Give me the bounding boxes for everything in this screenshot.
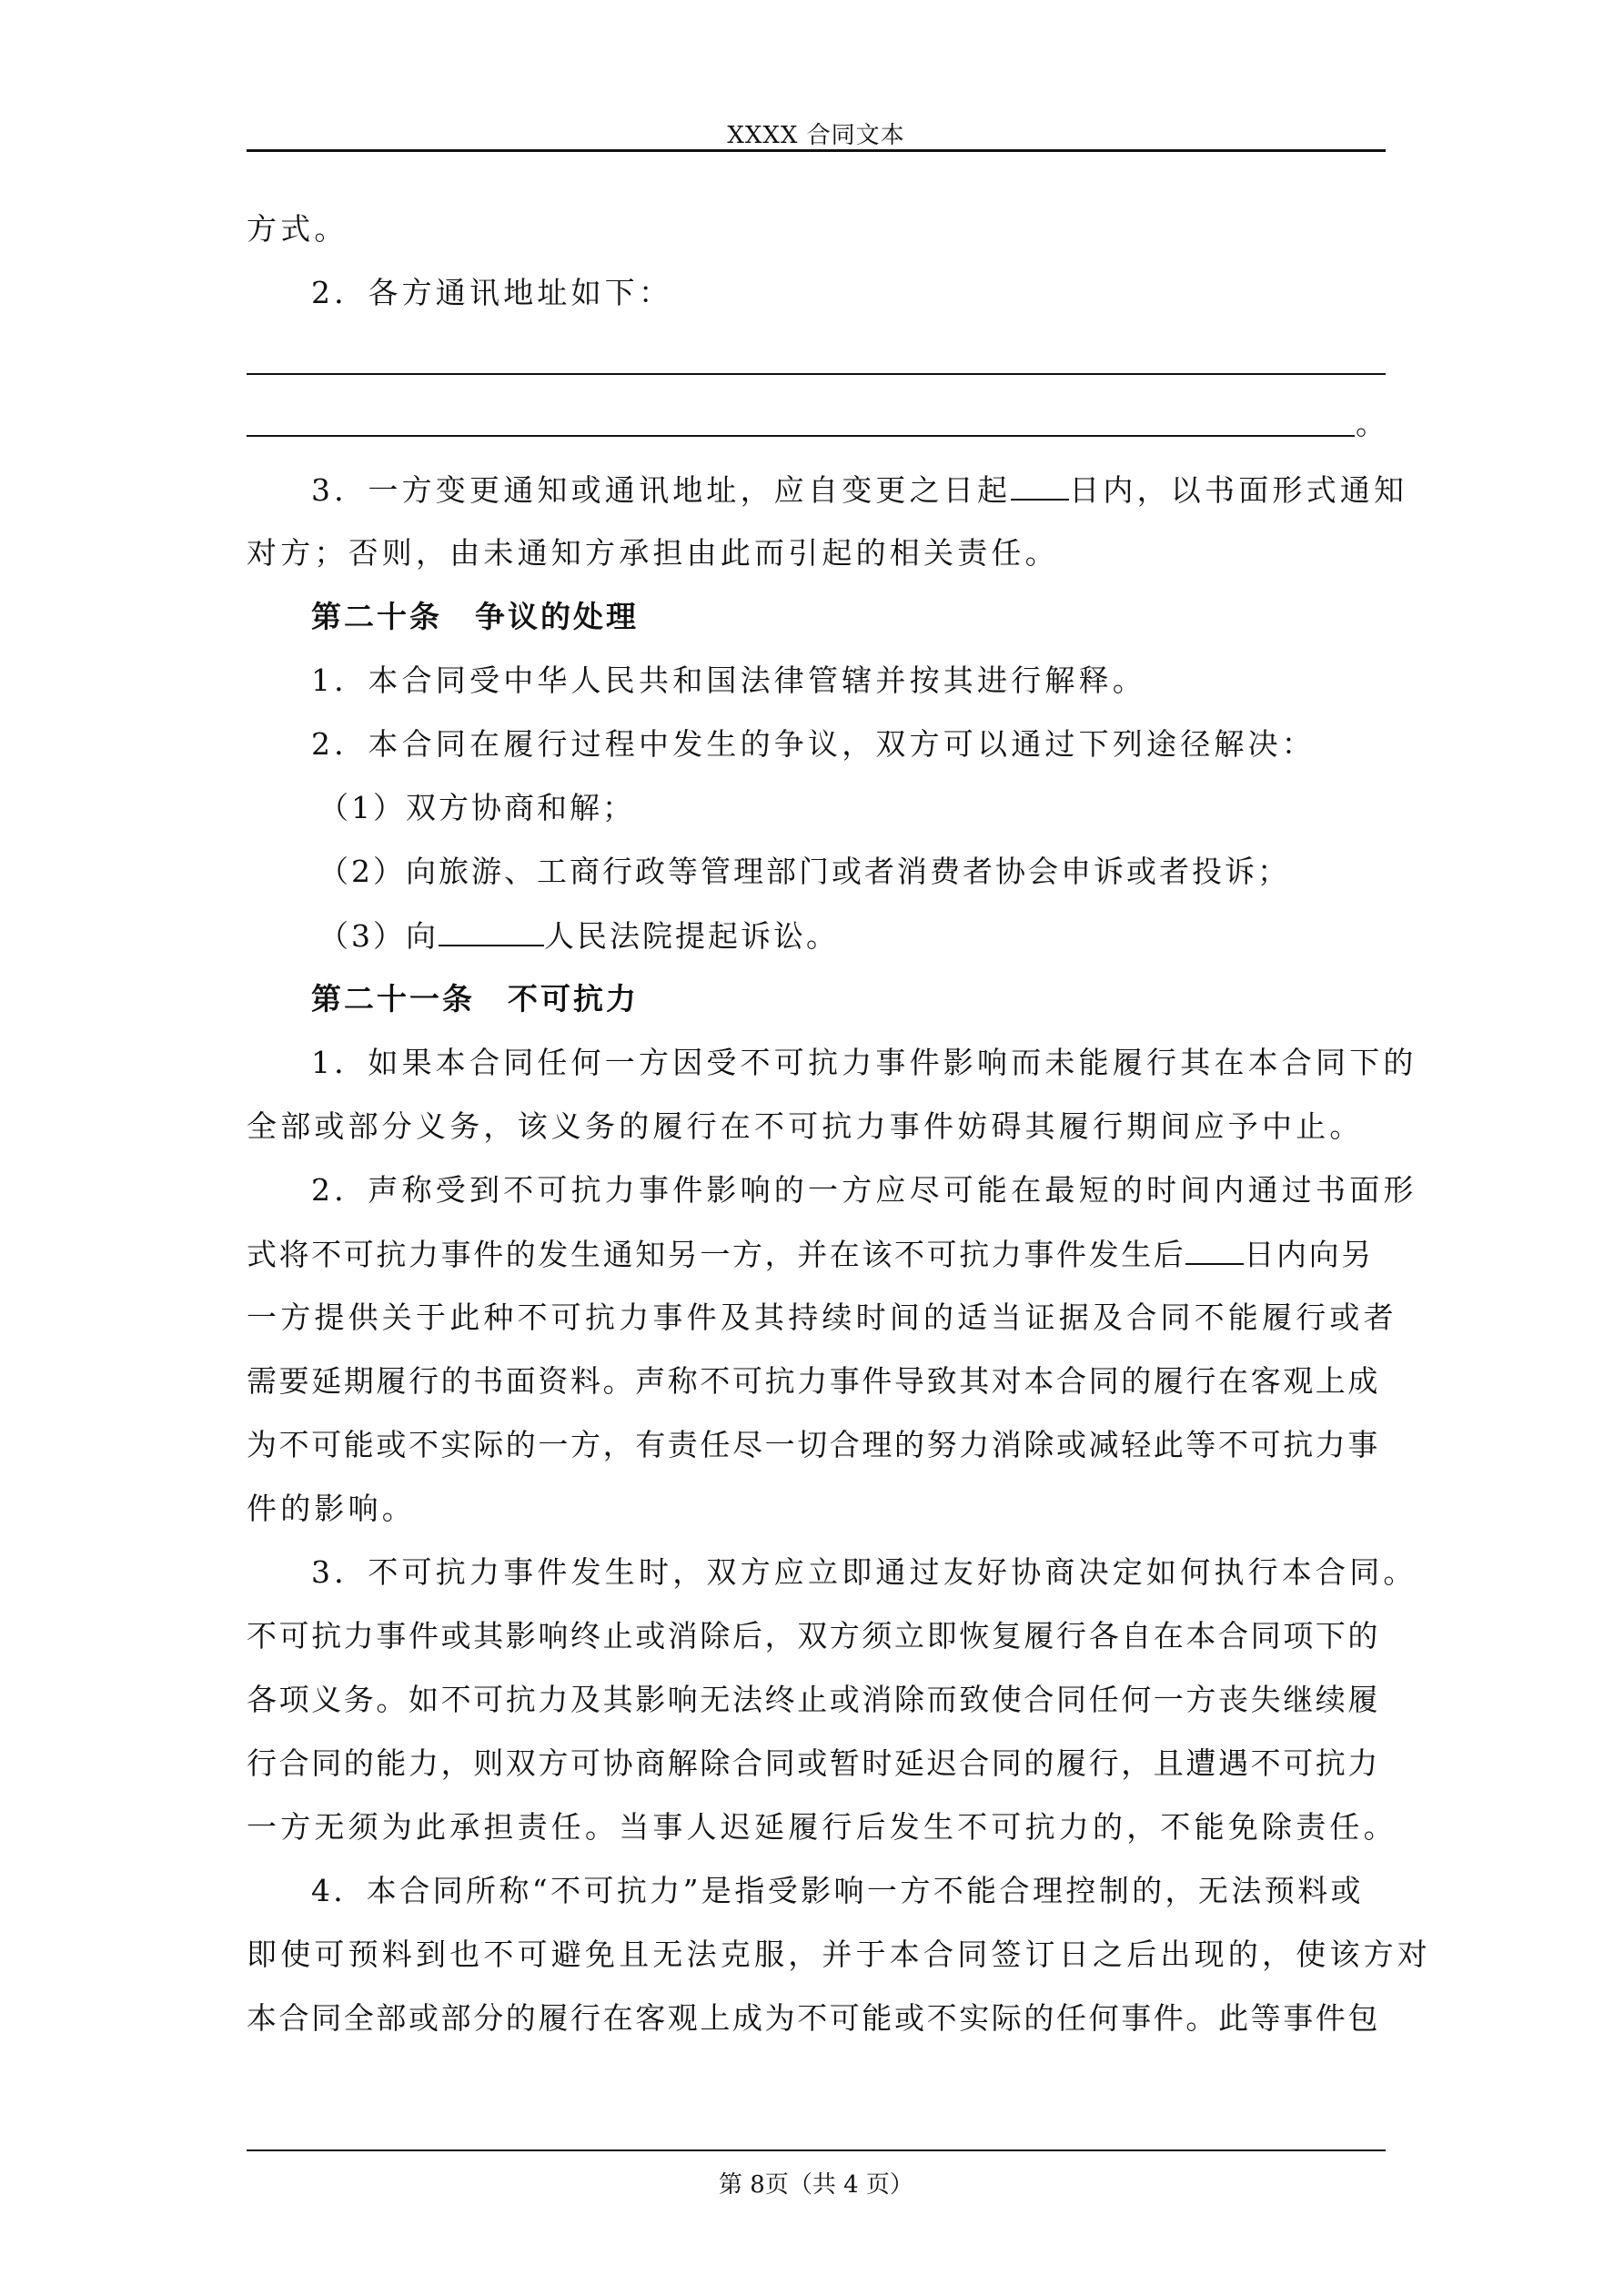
paragraph-line: 本合同全部或部分的履行在客观上成为不可能或不实际的任何事件。此等事件包: [247, 2000, 1380, 2036]
footer-rule: [247, 2149, 1386, 2151]
days-blank[interactable]: [1185, 1236, 1244, 1265]
paragraph-line: 全部或部分义务，该义务的履行在不可抗力事件妨碍其履行期间应予中止。: [247, 1108, 1364, 1144]
paragraph-line: 需要延期履行的书面资料。声称不可抗力事件导致其对本合同的履行在客观上成: [247, 1363, 1380, 1399]
paragraph-line: 各项义务。如不可抗力及其影响无法终止或消除而致使合同任何一方丧失继续履: [247, 1682, 1380, 1717]
paragraph-line: 对方；否则，由未通知方承担由此而引起的相关责任。: [247, 535, 1059, 571]
address-blank-line[interactable]: [247, 435, 1355, 437]
court-blank[interactable]: [439, 917, 544, 946]
list-item: （1）双方协商和解；: [318, 790, 635, 825]
paragraph-line: 1．如果本合同任何一方因受不可抗力事件影响而未能履行其在本合同下的: [311, 1045, 1417, 1080]
paragraph-line: 行合同的能力，则双方可协商解除合同或暂时延迟合同的履行，且遭遇不可抗力: [247, 1745, 1380, 1781]
paragraph-line: 一方提供关于此种不可抗力事件及其持续时间的适当证据及合同不能履行或者: [247, 1300, 1397, 1335]
text-segment: 式将不可抗力事件的发生通知另一方，并在该不可抗力事件发生后: [247, 1237, 1186, 1272]
address-blank-period: 。: [1356, 406, 1386, 441]
paragraph-line: 3．不可抗力事件发生时，双方应立即通过友好协商决定如何执行本合同。: [311, 1554, 1417, 1590]
text-segment: 人民法院提起诉讼。: [544, 918, 839, 954]
article-20-heading: 第二十条 争议的处理: [311, 599, 639, 634]
article-21-heading: 第二十一条 不可抗力: [311, 981, 639, 1017]
paragraph-line: 即使可预料到也不可避免且无法克服，并于本合同签订日之后出现的，使该方对: [247, 1937, 1431, 1972]
list-item: （2）向旅游、工商行政等管理部门或者消费者协会申诉或者投诉；: [318, 854, 1290, 889]
text-segment: 日内，以书面形式通知: [1069, 472, 1408, 508]
paragraph-line: 2．声称受到不可抗力事件影响的一方应尽可能在最短的时间内通过书面形: [311, 1172, 1417, 1208]
paragraph-line: 4．本合同所称“不可抗力”是指受影响一方不能合理控制的，无法预料或: [311, 1873, 1364, 1908]
page-header-title: XXXX 合同文本: [727, 122, 905, 149]
paragraph-line: 为不可能或不实际的一方，有责任尽一切合理的努力消除或减轻此等不可抗力事: [247, 1427, 1380, 1462]
days-blank[interactable]: [1011, 471, 1069, 501]
paragraph-line: [247, 1236, 1386, 1273]
page-number: 第 8页（共 4 页）: [719, 2171, 913, 2199]
text-segment: 3．一方变更通知或通讯地址，应自变更之日起: [311, 472, 1012, 508]
header-rule: [247, 149, 1386, 152]
text-segment: （3）向: [318, 918, 439, 954]
paragraph-line: 1．本合同受中华人民共和国法律管辖并按其进行解释。: [311, 663, 1146, 698]
paragraph-line: 一方无须为此承担责任。当事人迟延履行后发生不可抗力的，不能免除责任。: [247, 1809, 1397, 1845]
paragraph-line: 2．各方通讯地址如下：: [311, 275, 673, 310]
paragraph-line: 不可抗力事件或其影响终止或消除后，双方须立即恢复履行各自在本合同项下的: [247, 1618, 1380, 1654]
list-item: [318, 917, 1386, 955]
text-segment: 日内向另: [1244, 1237, 1374, 1272]
address-blank-line[interactable]: [247, 373, 1386, 375]
paragraph-line: [311, 471, 1408, 509]
paragraph-line: 方式。: [247, 211, 348, 247]
paragraph-line: 件的影响。: [247, 1491, 416, 1526]
paragraph-line: 2．本合同在履行过程中发生的争议，双方可以通过下列途径解决：: [311, 726, 1316, 762]
